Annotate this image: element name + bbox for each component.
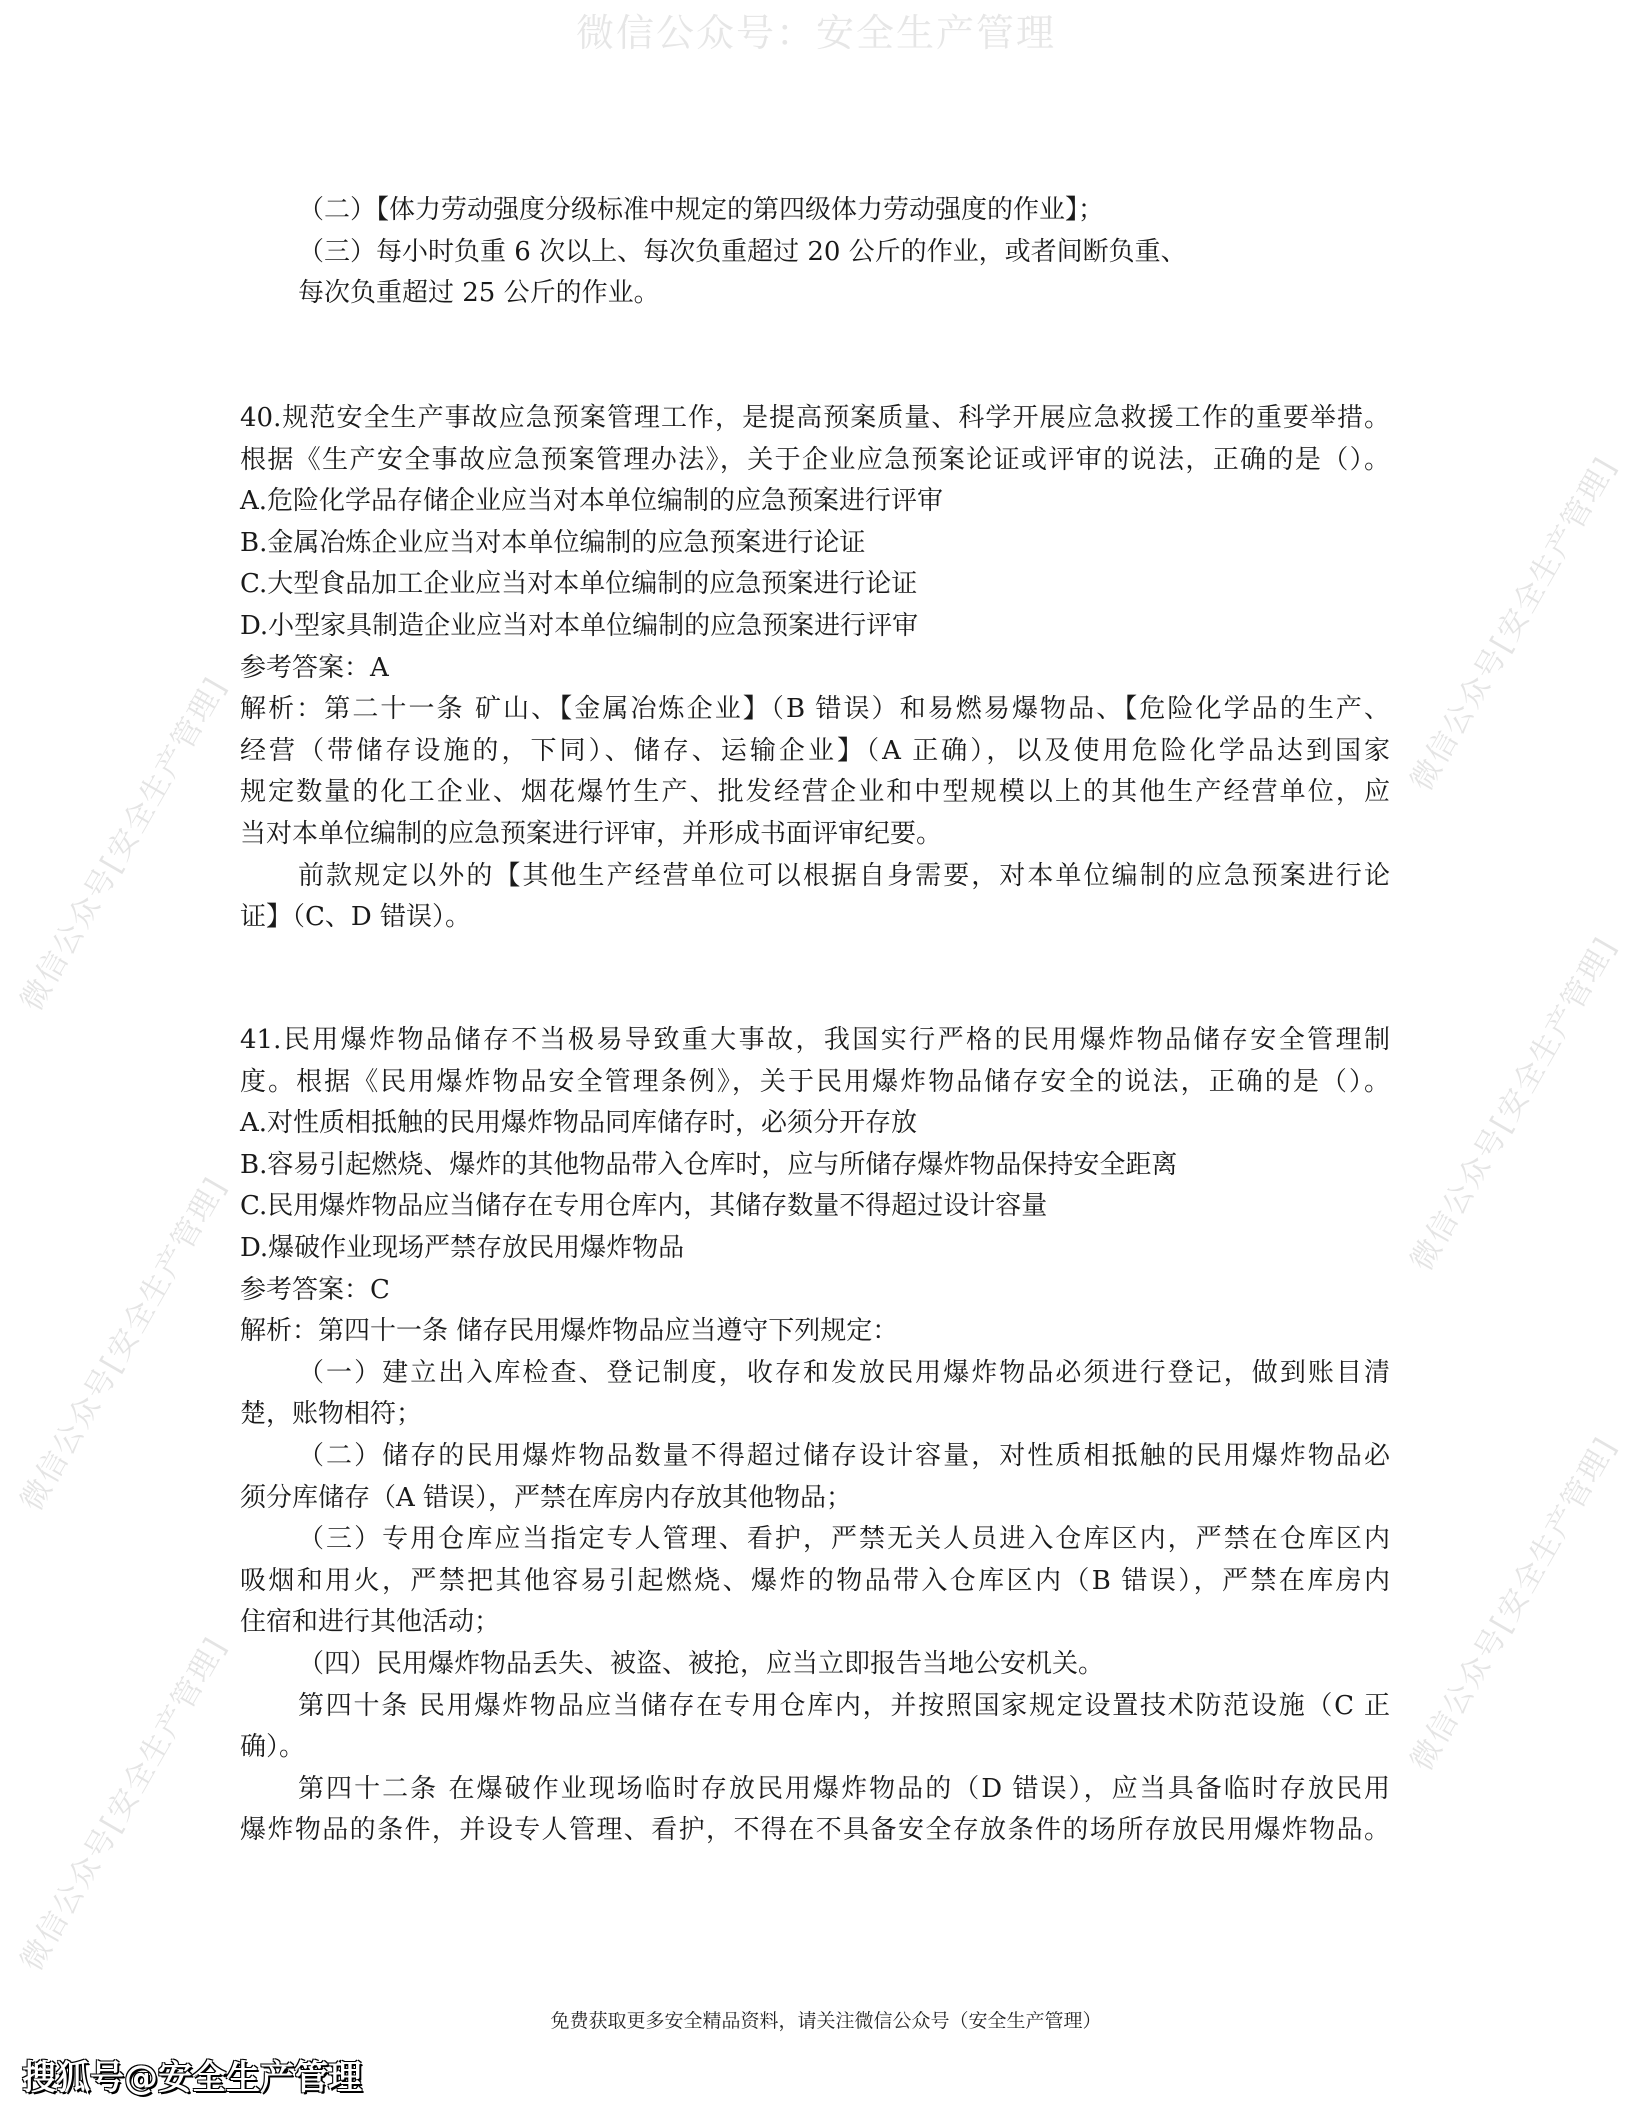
diagonal-watermark: 微信公众号[安全生产管理] <box>1404 450 1625 797</box>
text-line: 确）。 <box>240 1732 306 1763</box>
text-line: 住宿和进行其他活动； <box>240 1607 501 1638</box>
text-line: 41.民用爆炸物品储存不当极易导致重大事故，我国实行严格的民用爆炸物品储存安全管理制 <box>240 1025 1390 1055</box>
text-line: C.民用爆炸物品应当储存在专用仓库内，其储存数量不得超过设计容量 <box>240 1191 1048 1222</box>
text-line: 楚，账物相符； <box>240 1399 423 1430</box>
text-line: 第四十二条 在爆破作业现场临时存放民用爆炸物品的（D 错误），应当具备临时存放民用 <box>298 1773 1390 1804</box>
question-40 <box>240 398 1390 939</box>
diagonal-watermark: 微信公众号[安全生产管理] <box>1404 930 1625 1277</box>
text-line: 第四十条 民用爆炸物品应当储存在专用仓库内，并按照国家规定设置技术防范设施（C 正 <box>298 1690 1390 1721</box>
text-line: （一）建立出入库检查、登记制度，收存和发放民用爆炸物品必须进行登记，做到账目清 <box>298 1357 1390 1388</box>
text-line: 规定数量的化工企业、烟花爆竹生产、批发经营企业和中型规模以上的其他生产经营单位，应 <box>240 777 1390 808</box>
text-line: 当对本单位编制的应急预案进行评审，并形成书面评审纪要。 <box>240 818 943 849</box>
text-line: 40.规范安全生产事故应急预案管理工作，是提高预案质量、科学开展应急救援工作的重要举措。 <box>240 403 1390 433</box>
text-line: 爆炸物品的条件，并设专人管理、看护，不得在不具备安全存放条件的场所存放民用爆炸物品。 <box>240 1815 1390 1846</box>
text-line: 须分库储存（A 错误），严禁在库房内存放其他物品； <box>240 1482 853 1513</box>
text-line: （三）专用仓库应当指定专人管理、看护，严禁无关人员进入仓库区内，严禁在仓库区内 <box>298 1524 1390 1555</box>
text-line: B.金属冶炼企业应当对本单位编制的应急预案进行论证 <box>240 527 866 558</box>
text-line: 经营（带储存设施的，下同）、储存、运输企业】（A 正确），以及使用危险化学品达到国家 <box>240 735 1390 766</box>
sohu-watermark: 搜狐号@安全生产管理 <box>22 2058 362 2098</box>
diagonal-watermark: 微信公众号[安全生产管理] <box>14 1630 235 1977</box>
text-line: D.小型家具制造企业应当对本单位编制的应急预案进行评审 <box>240 610 919 641</box>
diagonal-watermark: 微信公众号[安全生产管理] <box>1404 1430 1625 1777</box>
text-line: （二）【体力劳动强度分级标准中规定的第四级体力劳动强度的作业】； <box>298 195 1105 225</box>
text-line: 每次负重超过 25 公斤的作业。 <box>298 278 660 309</box>
top-watermark: 微信公众号：安全生产管理 <box>575 11 1056 55</box>
continuation-clauses <box>240 190 1390 315</box>
text-line: 参考答案：A <box>240 652 389 683</box>
text-line: A.对性质相抵触的民用爆炸物品同库储存时，必须分开存放 <box>240 1108 918 1139</box>
text-line: （三）每小时负重 6 次以上、每次负重超过 20 公斤的作业，或者间断负重、 <box>298 236 1187 267</box>
text-line: 证】（C、D 错误）。 <box>240 902 472 933</box>
text-line: 解析：第二十一条 矿山、【金属冶炼企业】（B 错误）和易燃易爆物品、【危险化学品的生产、 <box>240 694 1390 725</box>
question-41 <box>240 1020 1390 1852</box>
text-line: C.大型食品加工企业应当对本单位编制的应急预案进行论证 <box>240 569 918 600</box>
text-line: 度。根据《民用爆炸物品安全管理条例》，关于民用爆炸物品储存安全的说法，正确的是（）。 <box>240 1066 1390 1097</box>
text-line: （四）民用爆炸物品丢失、被盗、被抢，应当立即报告当地公安机关。 <box>298 1648 1105 1679</box>
text-line: 前款规定以外的【其他生产经营单位可以根据自身需要，对本单位编制的应急预案进行论 <box>298 860 1390 891</box>
text-line: D.爆破作业现场严禁存放民用爆炸物品 <box>240 1232 685 1263</box>
text-line: 参考答案：C <box>240 1274 390 1305</box>
text-line: 根据《生产安全事故应急预案管理办法》，关于企业应急预案论证或评审的说法，正确的是（）。 <box>240 444 1390 475</box>
text-line: 解析：第四十一条 储存民用爆炸物品应当遵守下列规定： <box>240 1316 899 1347</box>
text-line: A.危险化学品存储企业应当对本单位编制的应急预案进行评审 <box>240 486 944 517</box>
footer-note: 免费获取更多安全精品资料，请关注微信公众号（安全生产管理） <box>550 2010 1102 2032</box>
text-line: （二）储存的民用爆炸物品数量不得超过储存设计容量，对性质相抵触的民用爆炸物品必 <box>298 1440 1390 1471</box>
text-line: 吸烟和用火，严禁把其他容易引起燃烧、爆炸的物品带入仓库区内（B 错误），严禁在库房内 <box>240 1565 1390 1596</box>
diagonal-watermark: 微信公众号[安全生产管理] <box>14 1170 235 1517</box>
text-line: B.容易引起燃烧、爆炸的其他物品带入仓库时，应与所储存爆炸物品保持安全距离 <box>240 1149 1178 1180</box>
diagonal-watermark: 微信公众号[安全生产管理] <box>14 670 235 1017</box>
